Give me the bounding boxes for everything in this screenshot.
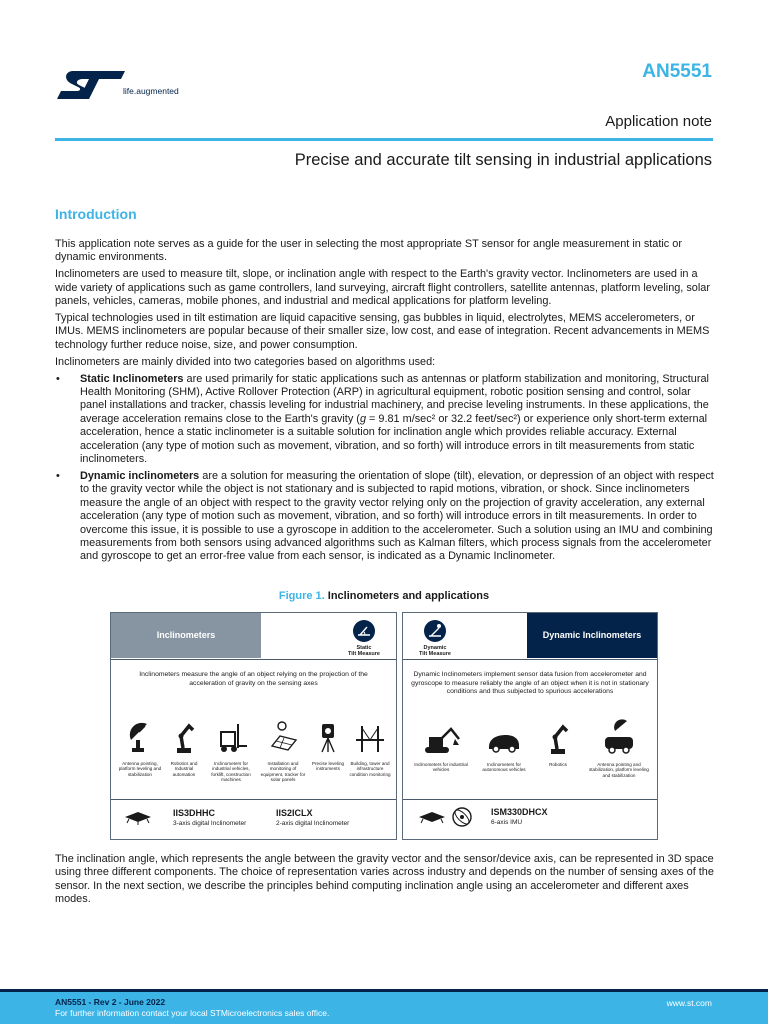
panel-divider	[403, 659, 657, 660]
bullet-dynamic-inclinometers	[55, 470, 715, 564]
product-description: 6-axis IMU	[491, 819, 523, 826]
dynamic-icon-label-1: Dynamic	[423, 645, 447, 651]
product-name: IIS3DHHC	[173, 808, 216, 818]
app-solar	[258, 718, 308, 783]
leveling-instrument-icon	[316, 718, 340, 756]
header-divider	[55, 138, 713, 141]
dynamic-tilt-icon	[423, 619, 447, 643]
car-icon	[486, 723, 522, 757]
app-label: Inclinometers for industrial vehicles, forklift, construction machines	[211, 761, 251, 783]
footer-bar	[0, 990, 768, 1024]
outro-body	[55, 853, 715, 910]
intro-paragraph-2: Inclinometers are used to measure tilt, slope, or inclination angle with respect to the Earth's gravity vector. Inclinometers are used in a wide variety of applications such as game controllers, land surveying, aircraft flight controllers, satellite antennas, platform leveling, solar panels, vehicles, cameras, mobile phones, and industrial and medical applications for platform leveling.	[55, 268, 710, 308]
intro-paragraph-3: Typical technologies used in tilt estimation are liquid capacitive sensing, gas bubbles in liquid, electrolytes, MEMS accelerometers, or IMUs. MEMS inclinometers are popular because of their smaller size, low cost, and ease of integration. Recent advancements in MEMS technology further reduce noise, size, and power consumption.	[55, 312, 710, 351]
app-forklift	[205, 718, 257, 783]
product-description: 2-axis digital Inclinometer	[276, 820, 350, 827]
app-autonomous-vehicle	[481, 723, 527, 773]
section-heading-introduction: Introduction	[55, 206, 137, 222]
bullet-static-inclinometers	[55, 373, 715, 467]
app-antenna-vehicle	[588, 719, 650, 778]
robot-arm-icon	[171, 718, 197, 756]
panel-divider	[111, 799, 396, 800]
robot-arm-icon	[545, 723, 571, 757]
figure-number: Figure 1.	[278, 590, 325, 602]
intro-body	[55, 238, 715, 567]
bridge-icon	[354, 718, 386, 756]
app-label: Antenna pointing, platform leveling and stabilization	[118, 761, 162, 777]
panel-dynamic-inclinometers	[402, 612, 658, 840]
footer-accent-line	[0, 989, 768, 992]
figure-caption	[0, 590, 768, 602]
document-id: AN5551	[642, 61, 712, 82]
static-icon-label-2: Tilt Measure	[348, 651, 380, 657]
chip-sensor-icon	[417, 809, 447, 825]
dynamic-description: Dynamic Inclinometers implement sensor data fusion from accelerometer and gyroscope to measure reliably the angle of an object when it is not in stationary conditions and thus subjected to spurious accelerations	[411, 671, 649, 696]
app-robotics-dynamic	[538, 723, 578, 767]
app-label: Inclinometers for industrial vehicles	[414, 762, 468, 773]
dynamic-icon-label-2: Tilt Measure	[419, 651, 451, 657]
solar-panel-icon	[268, 718, 298, 756]
footer-contact: For further information contact your local STMicroelectronics sales office.	[55, 1008, 330, 1018]
app-label: Installation and monitoring of equipment, tracker for solar panels	[260, 761, 306, 783]
intro-paragraph-4: Inclinometers are mainly divided into two categories based on algorithms used:	[55, 355, 436, 368]
logo-tagline: life.augmented	[123, 86, 179, 96]
app-label: Antenna pointing and stabilization, platform leveling and stabilization	[588, 762, 649, 778]
app-label: Robotics and Industrial automation	[170, 761, 198, 777]
panel-divider	[403, 799, 657, 800]
excavator-icon	[421, 723, 461, 757]
dynamic-icon-label	[410, 645, 460, 657]
static-icon-label	[339, 645, 389, 657]
product-name: ISM330DHCX	[491, 807, 548, 817]
st-logo-mark	[55, 67, 127, 101]
bullet-static-text-a: are used primarily for static applications such as antennas or platform stabilization and monitoring, Structural Health Monitoring (SHM), Active Rollover Protection (ARP) in agricultural equipment, robotic position sensing and control, solar panel installations and tracker, chassis leveling for industrial machinery, and precise leveling instruments. In these applications, the average acceleration remains close to the Earth's gravity (	[80, 372, 709, 425]
static-tilt-icon	[352, 619, 376, 643]
app-leveling	[308, 718, 348, 772]
chip-sensor-icon	[123, 809, 153, 825]
bullet-dot: •	[56, 470, 60, 482]
app-label: Building, tower and infrastructure condition monitoring	[349, 761, 391, 777]
figure-caption-text: Inclinometers and applications	[327, 590, 490, 602]
bullet-static-term: Static Inclinometers	[80, 372, 184, 385]
app-label: Precise leveling instruments	[311, 761, 345, 772]
figure-inclinometers	[110, 612, 658, 840]
intro-paragraph-1: This application note serves as a guide for the user in selecting the most appropriate ST sensor for angle measurement in static or dynamic environments.	[55, 238, 682, 264]
product-name: IIS2ICLX	[276, 808, 313, 818]
app-robotics	[163, 718, 205, 777]
panel-divider	[111, 659, 396, 660]
app-excavator	[413, 723, 469, 773]
product-description: 3-axis digital Inclinometer	[173, 820, 247, 827]
satellite-van-icon	[601, 719, 637, 757]
static-description: Inclinometers measure the angle of an object relying on the projection of the acceleration of gravity on the sensing axes	[139, 671, 368, 687]
satellite-dish-icon	[127, 718, 153, 756]
app-building	[347, 718, 393, 777]
document-title: Precise and accurate tilt sensing in industrial applications	[294, 151, 712, 169]
footer-revision: AN5551 - Rev 2 - June 2022	[55, 997, 166, 1007]
panel-title-inclinometers: Inclinometers	[111, 613, 261, 658]
st-logo	[55, 67, 200, 103]
app-label: Inclinometers for autonomous vehicles	[482, 762, 526, 773]
document-type: Application note	[605, 113, 712, 130]
gyroscope-icon	[451, 806, 473, 828]
app-antenna	[116, 718, 164, 777]
forklift-icon	[215, 718, 247, 756]
gravity-symbol: g	[359, 412, 366, 425]
footer-website-link[interactable]: www.st.com	[666, 998, 712, 1008]
panel-static-inclinometers	[110, 612, 397, 840]
bullet-dot: •	[56, 372, 60, 385]
bullet-dynamic-text: are a solution for measuring the orientation of slope (tilt), elevation, or depression of an object with respect to the gravity vector while the object is not stationary and is subjected to rapid motions, vibration, or shock. Since inclinometers measure the angle of an object with respect to the gravity vector relying only on the projection of gravity acceleration, any external acceleration (any type of motion such as movement, vibration, and so forth) will introduce errors in tilt measurements. In order to overcome this issue, it is possible to use a gyroscope in addition to the accelerometer. Such a solution using an IMU and combining measurements from both sensors using advanced algorithms such as Kalman filters, which process signals from the accelerometer and gyroscope to get an error-free value from each sensor, is indicated as a Dynamic Inclinometer.	[80, 470, 714, 563]
static-icon-label-1: Static	[356, 645, 372, 651]
outro-paragraph: The inclination angle, which represents the angle between the gravity vector and the sensor/device axis, can be represented in 3D space using three different components. The choice of representation varies across industry and depends on the number of sensing axes of the sensor. In the next section, we describe the principles behind computing inclination angle using an accelerometer and different axes modes.	[55, 853, 714, 906]
app-label: Robotics	[549, 762, 567, 767]
bullet-static-text-b: = 9.81 m/sec² or 32.2 feet/sec²) or experience only short-term external acceleration, hence a static inclinometer is a suitable solution for inclination angle which provides reliable accuracy. External acceleration (any type of motion such as movement, vibration, and so forth) will introduce errors in tilt measurements from static inclinometers.	[80, 412, 708, 466]
bullet-dynamic-term: Dynamic inclinometers	[80, 470, 200, 482]
panel-title-dynamic-inclinometers: Dynamic Inclinometers	[527, 613, 657, 658]
